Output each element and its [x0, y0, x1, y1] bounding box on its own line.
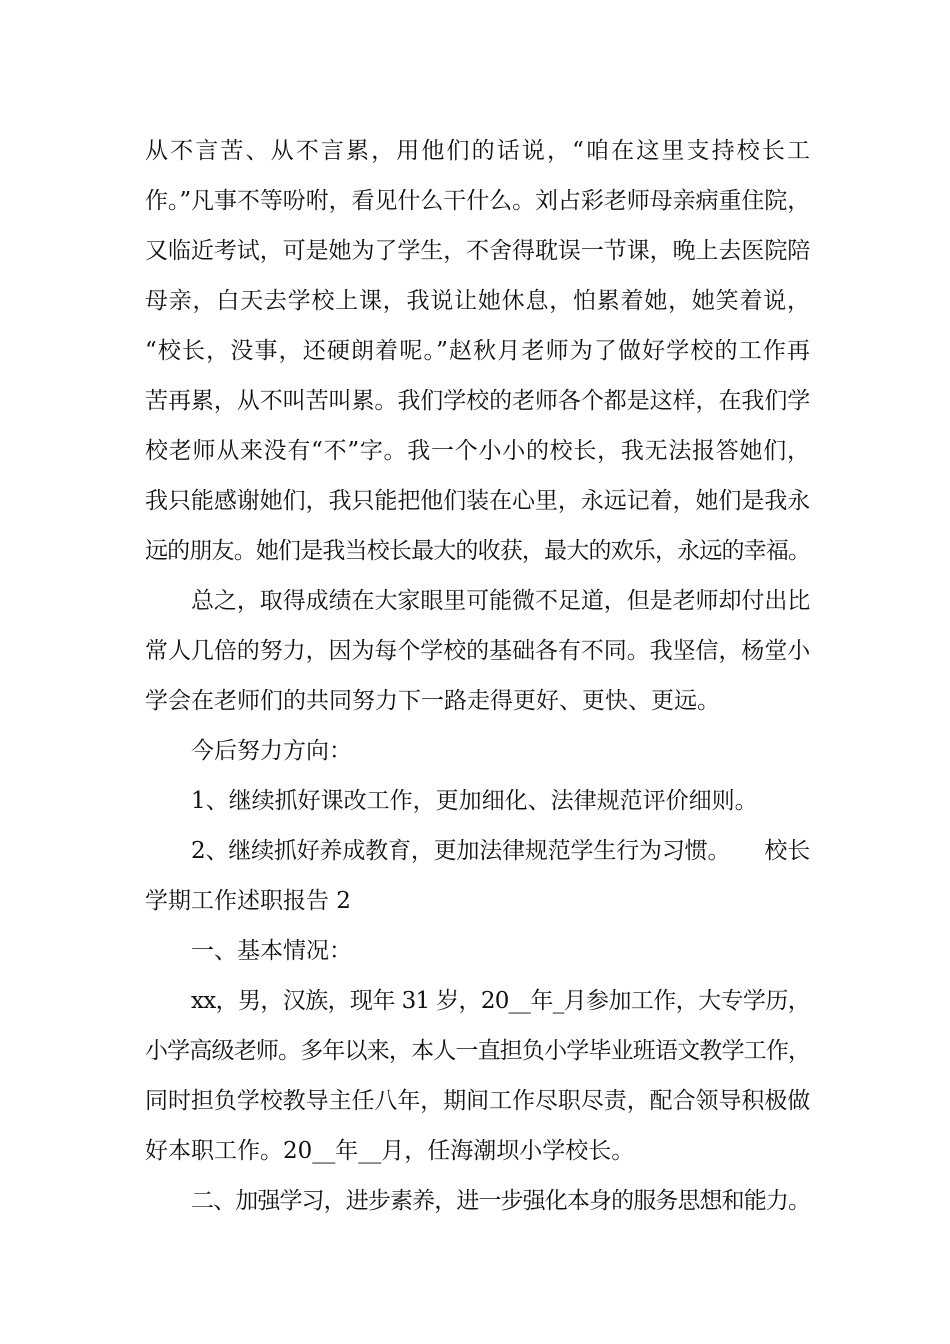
report-title: 学期工作述职报告 2 [145, 888, 351, 914]
text-line: “校长，没事，还硬朗着呢。”赵秋月老师为了做好学校的工作再 [145, 338, 810, 364]
text-line: 学会在老师们的共同努力下一路走得更好、更快、更远。 [145, 688, 720, 714]
text-line: 常人几倍的努力，因为每个学校的基础各有不同。我坚信，杨堂小 [145, 638, 810, 664]
list-item: 2、继续抓好养成教育，更加法律规范学生行为习惯。 校长 [191, 838, 810, 864]
text-line: 我只能感谢她们，我只能把他们装在心里，永远记着，她们是我永 [145, 488, 810, 514]
text-line: 母亲，白天去学校上课，我说让她休息，怕累着她，她笑着说， [145, 288, 810, 314]
paragraph-start-line: xx，男，汉族，现年 31 岁，20__年_月参加工作，大专学历， [191, 988, 810, 1014]
list-item: 1、继续抓好课改工作，更加细化、法律规范评价细则。 [191, 788, 758, 814]
section-heading: 二、加强学习，进步素养，进一步强化本身的服务思想和能力。 [191, 1188, 810, 1214]
text-line: 作。”凡事不等吩咐，看见什么干什么。刘占彩老师母亲病重住院， [145, 188, 810, 214]
section-heading: 一、基本情况： [191, 938, 352, 964]
text-line: 同时担负学校教导主任八年，期间工作尽职尽责，配合领导积极做 [145, 1088, 810, 1114]
text-line: 远的朋友。她们是我当校长最大的收获，最大的欢乐，永远的幸福。 [145, 538, 810, 564]
section-heading: 今后努力方向： [191, 738, 352, 764]
text-line: 又临近考试，可是她为了学生，不舍得耽误一节课，晚上去医院陪 [145, 238, 810, 264]
document-body [145, 126, 810, 1226]
text-line: 小学高级老师。多年以来，本人一直担负小学毕业班语文教学工作， [145, 1038, 810, 1064]
text-line: 好本职工作。20__年__月，任海潮坝小学校长。 [145, 1138, 635, 1164]
text-line: 苦再累，从不叫苦叫累。我们学校的老师各个都是这样，在我们学 [145, 388, 810, 414]
paragraph-start-line: 总之，取得成绩在大家眼里可能微不足道，但是老师却付出比 [191, 588, 810, 614]
text-line: 从不言苦、从不言累，用他们的话说，“咱在这里支持校长工 [145, 138, 810, 164]
text-line: 校老师从来没有“不”字。我一个小小的校长，我无法报答她们， [145, 438, 810, 464]
